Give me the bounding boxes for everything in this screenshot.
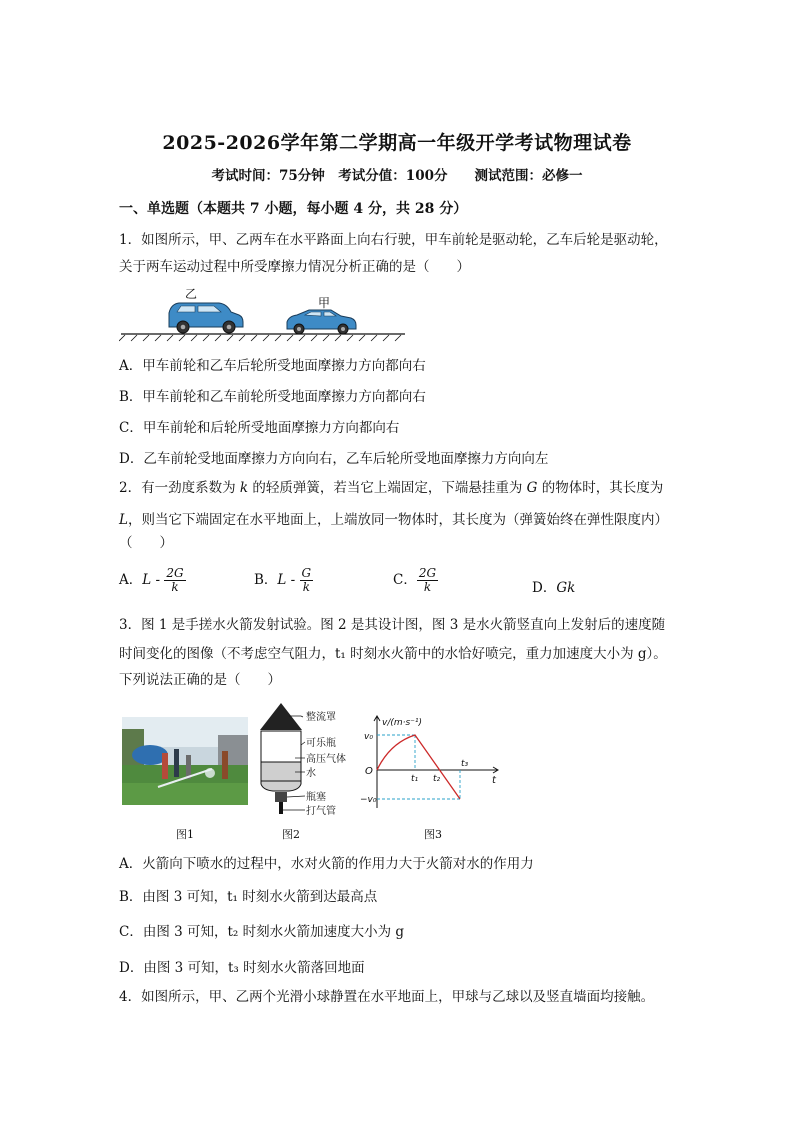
fig2-label-water: 水 (306, 768, 316, 779)
q2-line2 (119, 510, 668, 530)
q2-var-l: L (119, 512, 128, 528)
q2-text-c: 的物体时，其长度为 (541, 480, 664, 496)
q2-option-d (532, 576, 575, 596)
q3-line3: 下列说法正确的是（ ） (119, 672, 281, 688)
car-yi (169, 303, 243, 333)
fig2-rocket-design (255, 700, 360, 825)
q1-option-b: B．甲车前轮和乙车前轮所受地面摩擦力方向都向右 (119, 389, 426, 405)
q2-option-b (254, 567, 313, 594)
q2-text-d: ，则当它下端固定在水平地面上，上端放同一物体时，其长度为（弹簧始终在弹性限度内） (127, 512, 668, 528)
exam-title: 2025-2026学年第二学期高一年级开学考试物理试卷 (162, 132, 632, 154)
q1-option-d: D．乙车前轮受地面摩擦力方向向右，乙车后轮所受地面摩擦力方向向左 (119, 451, 549, 467)
q4-line1: 4．如图所示，甲、乙两个光滑小球静置在水平地面上，甲球与乙球以及竖直墙面均接触。 (119, 989, 655, 1005)
q3-option-b: B．由图 3 可知，t₁ 时刻水火箭到达最高点 (119, 889, 378, 905)
fig3-caption: 图3 (424, 828, 442, 841)
q3-line1: 3．图 1 是手搓水火箭发射试验。图 2 是其设计图，图 3 是水火箭竖直向上发射后的速度随 (119, 617, 666, 633)
q2-option-c (393, 567, 438, 594)
fig3-vt-graph (360, 713, 505, 813)
car-jia (287, 310, 356, 334)
fraction-denominator: k (302, 580, 310, 594)
q2-option-a (119, 567, 186, 594)
q2-line1 (119, 478, 663, 498)
fig2-label-fairing: 整流罩 (306, 712, 336, 723)
q1-line2: 关于两车运动过程中所受摩擦力情况分析正确的是（ ） (119, 259, 470, 275)
fig2-label-gas: 高压气体 (306, 754, 346, 765)
q2-option-b-prefix: L - (277, 572, 300, 588)
fig1-caption: 图1 (176, 828, 194, 841)
q2-text-a: 2．有一劲度系数为 (119, 480, 236, 496)
car-label-jia: 甲 (318, 296, 331, 310)
fraction-denominator: k (423, 580, 432, 594)
fig1-photo (122, 717, 248, 805)
q2-option-c-fraction (417, 567, 438, 594)
q1-option-a: A．甲车前轮和乙车后轮所受地面摩擦力方向都向右 (119, 358, 426, 374)
q3-option-c: C．由图 3 可知，t₂ 时刻水火箭加速度大小为 g (119, 924, 405, 940)
q3-option-d: D．由图 3 可知，t₃ 时刻水火箭落回地面 (119, 960, 365, 976)
q2-option-d-label: D． (532, 580, 557, 596)
fig2-label-bottle: 可乐瓶 (306, 738, 336, 749)
q2-option-b-fraction (300, 567, 314, 594)
section-heading: 一、单选题（本题共 7 小题，每小题 4 分，共 28 分） (119, 201, 468, 217)
q3-option-a: A．火箭向下喷水的过程中，水对火箭的作用力大于火箭对水的作用力 (119, 856, 534, 872)
q1-line1: 1．如图所示，甲、乙两车在水平路面上向右行驶，甲车前轮是驱动轮，乙车后轮是驱动轮， (119, 232, 668, 248)
fig3-ylabel: v/(m·s⁻¹) (382, 718, 423, 728)
fig3-t3: t₃ (461, 759, 469, 769)
fraction-numerator: G (301, 566, 312, 580)
q2-option-a-prefix: L - (142, 572, 165, 588)
fig3-v0: v₀ (364, 732, 373, 742)
fig2-caption: 图2 (282, 828, 300, 841)
q2-option-c-label: C． (393, 572, 417, 588)
q2-option-b-label: B． (254, 572, 278, 588)
car-label-yi: 乙 (185, 287, 198, 301)
velocity-curve (377, 735, 460, 799)
fig3-t-axis: t (492, 775, 496, 786)
fig2-label-stopper: 瓶塞 (306, 792, 326, 803)
q2-text-b: 的轻质弹簧，若当它上端固定，下端悬挂重为 (252, 480, 523, 496)
q2-option-a-label: A． (119, 572, 143, 588)
fig2-label-pump-tube: 打气管 (306, 806, 336, 817)
q2-line3: （ ） (119, 535, 173, 551)
fraction-numerator: 2G (166, 566, 184, 580)
q2-var-g: G (526, 480, 538, 496)
q2-option-a-fraction (164, 567, 185, 594)
q2-option-d-value: Gk (556, 580, 576, 596)
nose-cone (260, 703, 302, 730)
fig3-neg-v0: −v₀ (360, 795, 377, 805)
exam-subtitle: 考试时间：75分钟 考试分值：100分 测试范围：必修一 (211, 168, 583, 184)
fig3-origin: O (365, 766, 373, 777)
fig3-t2: t₂ (433, 774, 441, 784)
fraction-denominator: k (171, 580, 179, 594)
fig3-t1: t₁ (411, 774, 419, 784)
q1-option-c: C．甲车前轮和后轮所受地面摩擦力方向都向右 (119, 420, 400, 436)
q3-line2: 时间变化的图像（不考虑空气阻力，t₁ 时刻水火箭中的水恰好喷完，重力加速度大小为 g）。 (119, 646, 667, 662)
fraction-numerator: 2G (418, 566, 437, 580)
q1-cars-figure (119, 282, 409, 342)
q2-var-k: k (239, 480, 249, 496)
